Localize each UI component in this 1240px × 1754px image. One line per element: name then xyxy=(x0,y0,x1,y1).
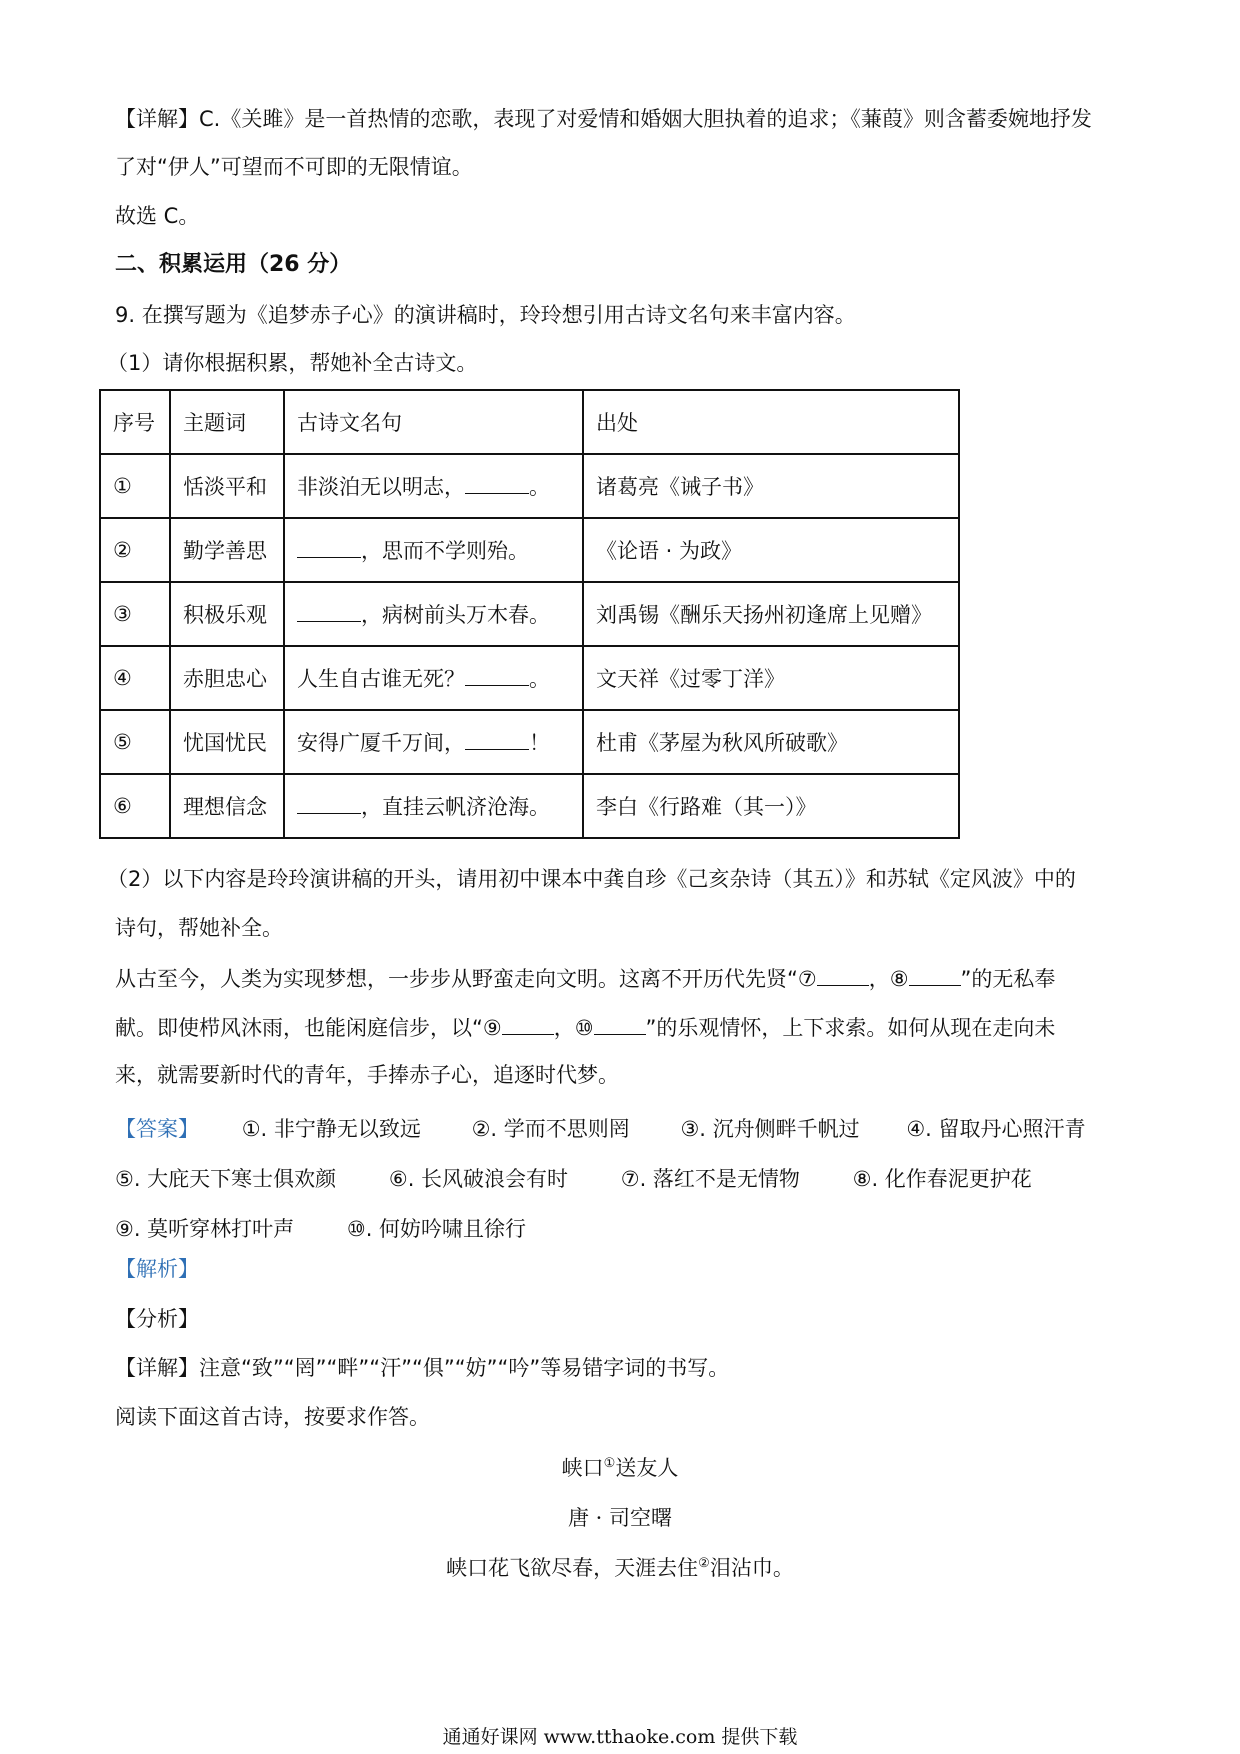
separator: ， xyxy=(868,967,890,991)
blank-10[interactable] xyxy=(594,1012,646,1035)
row-theme: 勤学善思 xyxy=(170,518,284,582)
row-line xyxy=(284,582,583,646)
line-after: ，思而不学则殆。 xyxy=(361,539,529,563)
row-no: ④ xyxy=(100,646,170,710)
answer-item: ⑨. 莫听穿林打叶声 xyxy=(115,1217,295,1241)
blank-marker-8: ⑧ xyxy=(889,967,909,991)
row-source: 《论语 · 为政》 xyxy=(583,518,959,582)
header-line: 古诗文名句 xyxy=(284,390,583,454)
q9-stem: 9. 在撰写题为《追梦赤子心》的演讲稿时，玲玲想引用古诗文名句来丰富内容。 xyxy=(115,303,856,327)
footnote-marker: ② xyxy=(698,1556,710,1571)
separator: ， xyxy=(553,1016,575,1040)
poem-title xyxy=(0,1452,1240,1482)
answer-blank[interactable] xyxy=(465,727,529,750)
row-theme: 赤胆忠心 xyxy=(170,646,284,710)
row-source: 刘禹锡《酬乐天扬州初逢席上见赠》 xyxy=(583,582,959,646)
row-theme: 理想信念 xyxy=(170,774,284,838)
answer-blank[interactable] xyxy=(465,471,529,494)
line-after: 。 xyxy=(529,667,550,691)
speech-text: ”的无私奉 xyxy=(960,967,1056,991)
fenxi-label: 【分析】 xyxy=(115,1307,199,1331)
line-after: ！ xyxy=(529,731,550,755)
answer-item: ⑦. 落红不是无情物 xyxy=(620,1167,800,1191)
speech-line-1 xyxy=(115,963,1055,993)
row-line xyxy=(284,710,583,774)
answer-blank[interactable] xyxy=(465,663,529,686)
answer-item: ④. 留取丹心照汗青 xyxy=(906,1117,1086,1141)
q9-part2-line2: 诗句，帮她补全。 xyxy=(115,916,283,940)
poem-table xyxy=(99,389,960,839)
table-row xyxy=(100,774,959,838)
blank-7[interactable] xyxy=(817,963,869,986)
detail-line-2: 了对“伊人”可望而不可即的无限情谊。 xyxy=(115,155,473,179)
table-row xyxy=(100,646,959,710)
table-row xyxy=(100,518,959,582)
row-source: 杜甫《茅屋为秋风所破歌》 xyxy=(583,710,959,774)
header-theme: 主题词 xyxy=(170,390,284,454)
q9-part2-line1: （2）以下内容是玲玲演讲稿的开头，请用初中课本中龚自珍《己亥杂诗（其五）》和苏轼《定风波》中的 xyxy=(107,867,1076,891)
answer-block xyxy=(115,1104,1130,1254)
poem-line-text: 峡口花飞欲尽春，天涯去住 xyxy=(446,1556,699,1580)
detail-2: 【详解】注意“致”“罔”“畔”“汗”“俱”“妨”“吟”等易错字词的书写。 xyxy=(115,1356,730,1380)
blank-marker-10: ⑩ xyxy=(574,1016,594,1040)
speech-text: 从古至今，人类为实现梦想，一步步从野蛮走向文明。这离不开历代先贤“ xyxy=(115,967,798,991)
row-no: ① xyxy=(100,454,170,518)
row-source: 诸葛亮《诫子书》 xyxy=(583,454,959,518)
answer-blank[interactable] xyxy=(297,535,361,558)
answer-item: ⑤. 大庇天下寒士俱欢颜 xyxy=(115,1167,337,1191)
speech-line-2 xyxy=(115,1012,1055,1042)
line-before: 非淡泊无以明志， xyxy=(297,475,465,499)
speech-line-3: 来，就需要新时代的青年，手捧赤子心，追逐时代梦。 xyxy=(115,1063,619,1087)
line-before: 人生自古谁无死？ xyxy=(297,667,465,691)
table-row xyxy=(100,710,959,774)
row-no: ② xyxy=(100,518,170,582)
detail-line-3: 故选 C。 xyxy=(115,204,200,228)
blank-marker-7: ⑦ xyxy=(797,967,817,991)
blank-9[interactable] xyxy=(502,1012,554,1035)
row-source: 文天祥《过零丁洋》 xyxy=(583,646,959,710)
answer-item: ③. 沉舟侧畔千帆过 xyxy=(680,1117,860,1141)
line-after: ，病树前头万木春。 xyxy=(361,603,550,627)
speech-text: ”的乐观情怀，上下求索。如何从现在走向未 xyxy=(645,1016,1056,1040)
table-row xyxy=(100,454,959,518)
table-row xyxy=(100,582,959,646)
answer-item: ⑥. 长风破浪会有时 xyxy=(388,1167,569,1191)
answer-item: ⑩. 何妨吟啸且徐行 xyxy=(346,1217,527,1241)
answer-label: 【答案】 xyxy=(115,1117,199,1141)
row-no: ③ xyxy=(100,582,170,646)
poem-title-text: 峡口 xyxy=(561,1456,604,1480)
poem-title-rest: 送友人 xyxy=(615,1456,679,1480)
line-after: 。 xyxy=(529,475,550,499)
row-theme: 积极乐观 xyxy=(170,582,284,646)
row-source: 李白《行路难（其一）》 xyxy=(583,774,959,838)
answer-item: ⑧. 化作春泥更护花 xyxy=(852,1167,1032,1191)
row-line xyxy=(284,454,583,518)
answer-item: ①. 非宁静无以致远 xyxy=(241,1117,421,1141)
answer-item: ②. 学而不思则罔 xyxy=(471,1117,630,1141)
q9-part1: （1）请你根据积累，帮她补全古诗文。 xyxy=(107,351,478,375)
line-after: ，直挂云帆济沧海。 xyxy=(361,795,550,819)
analysis-label: 【解析】 xyxy=(115,1257,199,1281)
poem-line xyxy=(0,1552,1240,1582)
line-before: 安得广厦千万间， xyxy=(297,731,465,755)
page-footer: 通通好课网 www.tthaoke.com 提供下载 xyxy=(442,1726,798,1748)
row-line xyxy=(284,646,583,710)
section-title: 二、积累运用（26 分） xyxy=(115,252,352,277)
read-prompt: 阅读下面这首古诗，按要求作答。 xyxy=(115,1405,430,1429)
blank-marker-9: ⑨ xyxy=(482,1016,502,1040)
answer-blank[interactable] xyxy=(297,599,361,622)
table-header-row xyxy=(100,390,959,454)
row-theme: 忧国忧民 xyxy=(170,710,284,774)
blank-8[interactable] xyxy=(909,963,961,986)
row-no: ⑥ xyxy=(100,774,170,838)
footnote-marker: ① xyxy=(603,1456,616,1471)
header-source: 出处 xyxy=(583,390,959,454)
header-no: 序号 xyxy=(100,390,170,454)
row-line xyxy=(284,518,583,582)
row-line xyxy=(284,774,583,838)
row-theme: 恬淡平和 xyxy=(170,454,284,518)
speech-text: 献。即使栉风沐雨，也能闲庭信步，以“ xyxy=(115,1016,483,1040)
detail-line-1: 【详解】C.《关雎》是一首热情的恋歌，表现了对爱情和婚姻大胆执着的追求；《蒹葭》则含蓄委婉地抒发 xyxy=(115,107,1092,131)
poem-line-text: 泪沾巾。 xyxy=(709,1556,794,1580)
poem-author: 唐 · 司空曙 xyxy=(567,1506,673,1530)
answer-blank[interactable] xyxy=(297,791,361,814)
row-no: ⑤ xyxy=(100,710,170,774)
